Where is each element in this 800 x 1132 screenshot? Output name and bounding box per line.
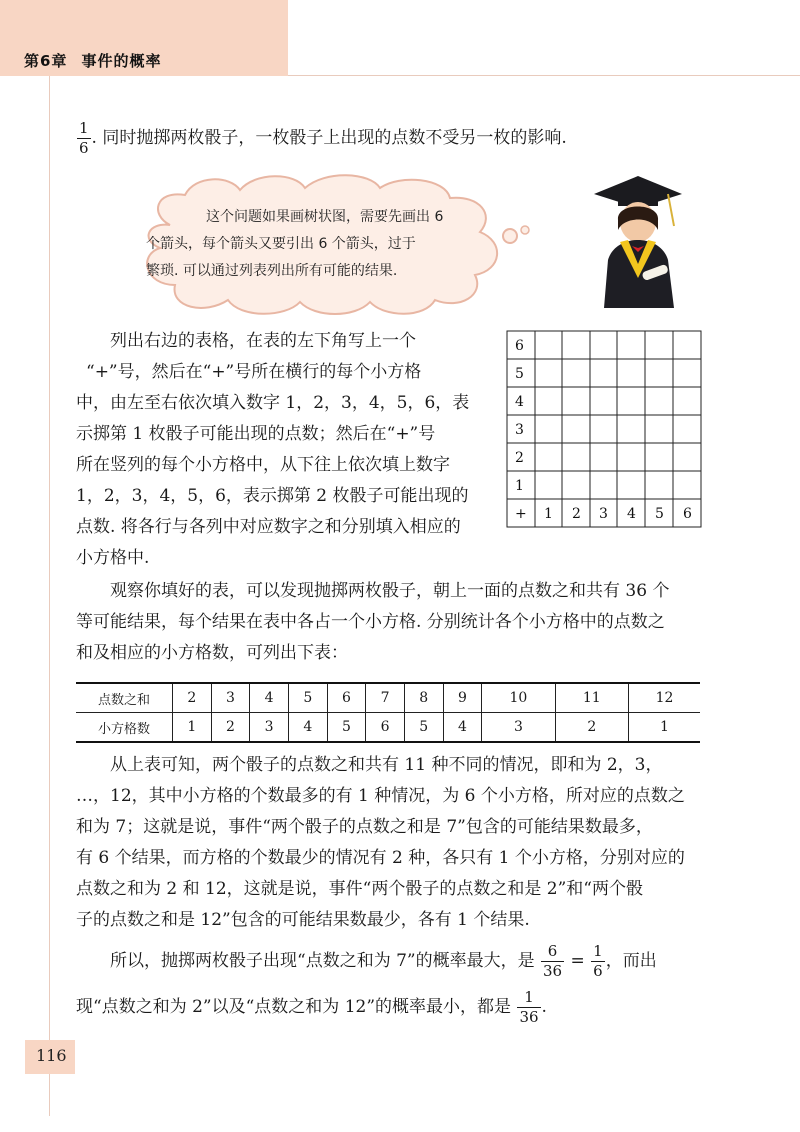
grid-row-label: 2 [515,450,524,466]
table-cell: 1 [173,713,212,743]
table-head-count: 小方格数 [76,713,173,743]
text-line: 和及相应的小方格数，可列出下表： [76,643,348,663]
text-line: 列出右边的表格，在表的左下角写上一个 [110,331,416,351]
grid-row-label: 1 [515,478,524,494]
text-line: 和为 7；这就是说，事件“两个骰子的点数之和是 7”包含的可能结果数最多， [76,817,653,837]
grid-col-label: 5 [655,506,664,522]
chapter-title [24,50,161,71]
conclusion-period: . [541,997,547,1017]
table-cell: 3 [211,683,250,713]
table-cell: 3 [250,713,289,743]
page-number: 116 [36,1046,67,1065]
bubble-line: 这个问题如果画树状图，需要先画出 6 [206,209,444,225]
header-divider [288,75,800,76]
grid-corner-plus: + [515,506,527,522]
table-cell: 3 [482,713,555,743]
paragraph-observe [76,576,716,669]
table-row [76,713,700,743]
text-line: 1，2，3，4，5，6，表示掷第 2 枚骰子可能出现的 [76,486,469,506]
table-head-sum: 点数之和 [76,683,173,713]
table-cell: 5 [288,683,327,713]
text-line: 观察你填好的表，可以发现抛掷两枚骰子，朝上一面的点数之和共有 36 个 [110,581,670,601]
text-line: 点数. 将各行与各列中对应数字之和分别填入相应的 [76,517,461,537]
table-cell: 7 [366,683,405,713]
conclusion-text: 现“点数之和为 2”以及“点数之和为 12”的概率最小，都是 [76,997,512,1017]
table-cell: 4 [443,713,482,743]
table-cell: 8 [404,683,443,713]
margin-rule [49,76,50,1116]
table-cell: 11 [555,683,628,713]
text-line: 子的点数之和是 12”包含的可能结果数最少，各有 1 个结果. [76,910,530,930]
text-line: “+”号，然后在“+”号所在横行的每个小方格 [86,362,422,382]
paragraph-analysis [76,750,716,936]
grid-col-label: 3 [599,506,608,522]
text-line: 有 6 个结果，而方格的个数最少的情况有 2 种，各只有 1 个小方格，分别对应的 [76,848,685,868]
text-line: 从上表可知，两个骰子的点数之和共有 11 种不同的情况，即和为 2，3， [110,755,663,775]
text-line [76,938,716,984]
text-line: 所在竖列的每个小方格中，从下往上依次填上数字 [76,455,450,475]
intro-text: . 同时抛掷两枚骰子，一枚骰子上出现的点数不受另一枚的影响. [91,128,567,148]
bubble-line: 繁琐. 可以通过列表列出所有可能的结果. [146,263,398,279]
fraction-one-thirtysix: $\frac{1}{36}$ [519,988,539,1026]
conclusion-text: 所以，抛掷两枚骰子出现“点数之和为 7”的概率最大，是 [110,951,535,971]
intro-line [76,121,567,156]
table-cell: 4 [288,713,327,743]
table-cell: 12 [628,683,700,713]
table-cell: 1 [628,713,700,743]
table-cell: 6 [366,713,405,743]
conclusion-text: ，而出 [605,951,657,971]
table-row [76,683,700,713]
text-line: 点数之和为 2 和 12，这就是说，事件“两个骰子的点数之和是 2”和“两个骰 [76,879,643,899]
table-cell: 2 [173,683,212,713]
chapter-number: 第6章 [24,52,68,70]
equals-sign: = [570,951,585,971]
table-cell: 5 [327,713,366,743]
fraction-six-thirtysix: $\frac{6}{36}$ [543,942,563,980]
graduate-illustration [582,168,694,308]
chapter-name: 事件的概率 [81,52,162,70]
text-line: 示掷第 1 枚骰子可能出现的点数；然后在“+”号 [76,424,436,444]
grid-col-label: 2 [572,506,581,522]
table-cell: 2 [211,713,250,743]
sum-count-table [76,682,700,743]
grid-col-label: 4 [627,506,636,522]
bubble-line: 个箭头，每个箭头又要引出 6 个箭头，过于 [146,236,416,252]
paragraph-instructions [76,326,496,574]
dice-sum-grid [506,330,702,528]
grid-row-label: 5 [515,366,524,382]
table-cell: 10 [482,683,555,713]
fraction-one-sixth: $\frac{1}{6}$ [79,119,89,157]
text-line: …，12，其中小方格的个数最多的有 1 种情况，为 6 个小方格，所对应的点数之 [76,786,685,806]
text-line: 小方格中. [76,548,150,568]
text-line [76,984,716,1030]
grid-col-label: 6 [683,506,692,522]
table-cell: 2 [555,713,628,743]
fraction-one-sixth: $\frac{1}{6}$ [593,942,603,980]
table-cell: 5 [404,713,443,743]
table-cell: 9 [443,683,482,713]
text-line: 等可能结果，每个结果在表中各占一个小方格. 分别统计各个小方格中的点数之 [76,612,665,632]
grid-row-label: 4 [515,394,524,410]
paragraph-conclusion [76,938,716,1030]
bubble-text [146,204,498,285]
table-cell: 6 [327,683,366,713]
table-cell: 4 [250,683,289,713]
grid-row-label: 3 [515,422,524,438]
grid-col-label: 1 [544,506,553,522]
grid-row-label: 6 [515,338,524,354]
text-line: 中，由左至右依次填入数字 1，2，3，4，5，6，表 [76,393,470,413]
